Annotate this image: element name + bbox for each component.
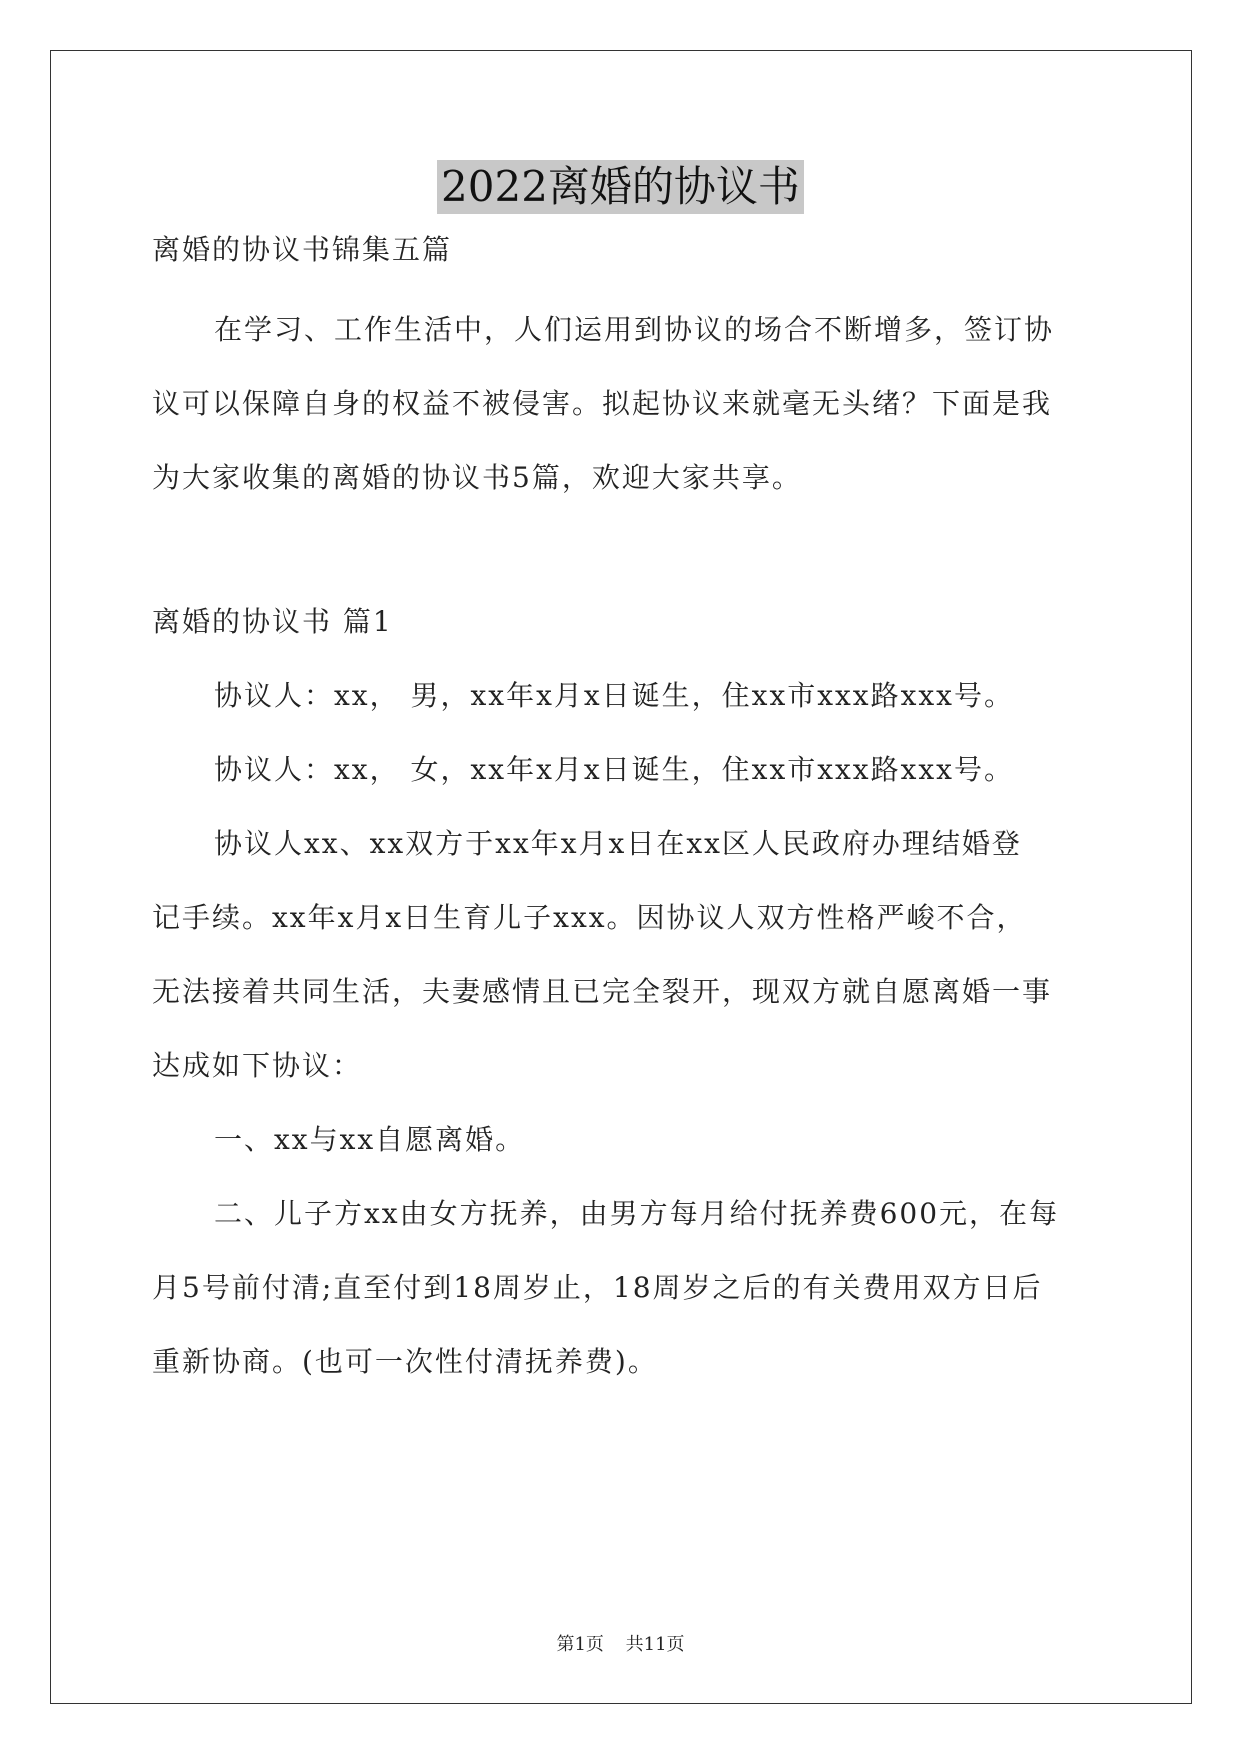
page-border: [50, 50, 1192, 1704]
document-title: 2022离婚的协议书: [437, 160, 804, 214]
paragraph-line: 月5号前付清;直至付到18周岁止，18周岁之后的有关费用双方日后: [152, 1271, 1043, 1304]
page-number-total: 共11页: [625, 1634, 685, 1655]
paragraph-line: 在学习、工作生活中，人们运用到协议的场合不断增多，签订协: [214, 313, 1055, 346]
subtitle-line: 离婚的协议书锦集五篇: [152, 233, 453, 266]
title-container: [0, 160, 1241, 214]
paragraph-line: 重新协商。(也可一次性付清抚养费)。: [152, 1345, 658, 1378]
page-footer: [0, 1630, 1241, 1656]
paragraph-line: 协议人xx、xx双方于xx年x月x日在xx区人民政府办理结婚登: [214, 827, 1022, 860]
paragraph-line: 为大家收集的离婚的协议书5篇，欢迎大家共享。: [152, 461, 802, 494]
paragraph-line: 达成如下协议：: [152, 1049, 363, 1082]
paragraph-line: 协议人：xx， 男，xx年x月x日诞生，住xx市xxx路xxx号。: [214, 679, 1014, 712]
paragraph-line: 记手续。xx年x月x日生育儿子xxx。因协议人双方性格严峻不合，: [152, 901, 1027, 934]
paragraph-line: 议可以保障自身的权益不被侵害。拟起协议来就毫无头绪？下面是我: [152, 387, 1053, 420]
paragraph-line: 一、xx与xx自愿离婚。: [214, 1123, 526, 1156]
page-number-current: 第1页: [556, 1634, 604, 1655]
paragraph-line: 二、儿子方xx由女方抚养，由男方每月给付抚养费600元，在每: [214, 1197, 1060, 1230]
paragraph-line: 无法接着共同生活，夫妻感情且已完全裂开，现双方就自愿离婚一事: [152, 975, 1053, 1008]
section-heading: 离婚的协议书 篇1: [152, 605, 393, 638]
paragraph-line: 协议人：xx， 女，xx年x月x日诞生，住xx市xxx路xxx号。: [214, 753, 1014, 786]
